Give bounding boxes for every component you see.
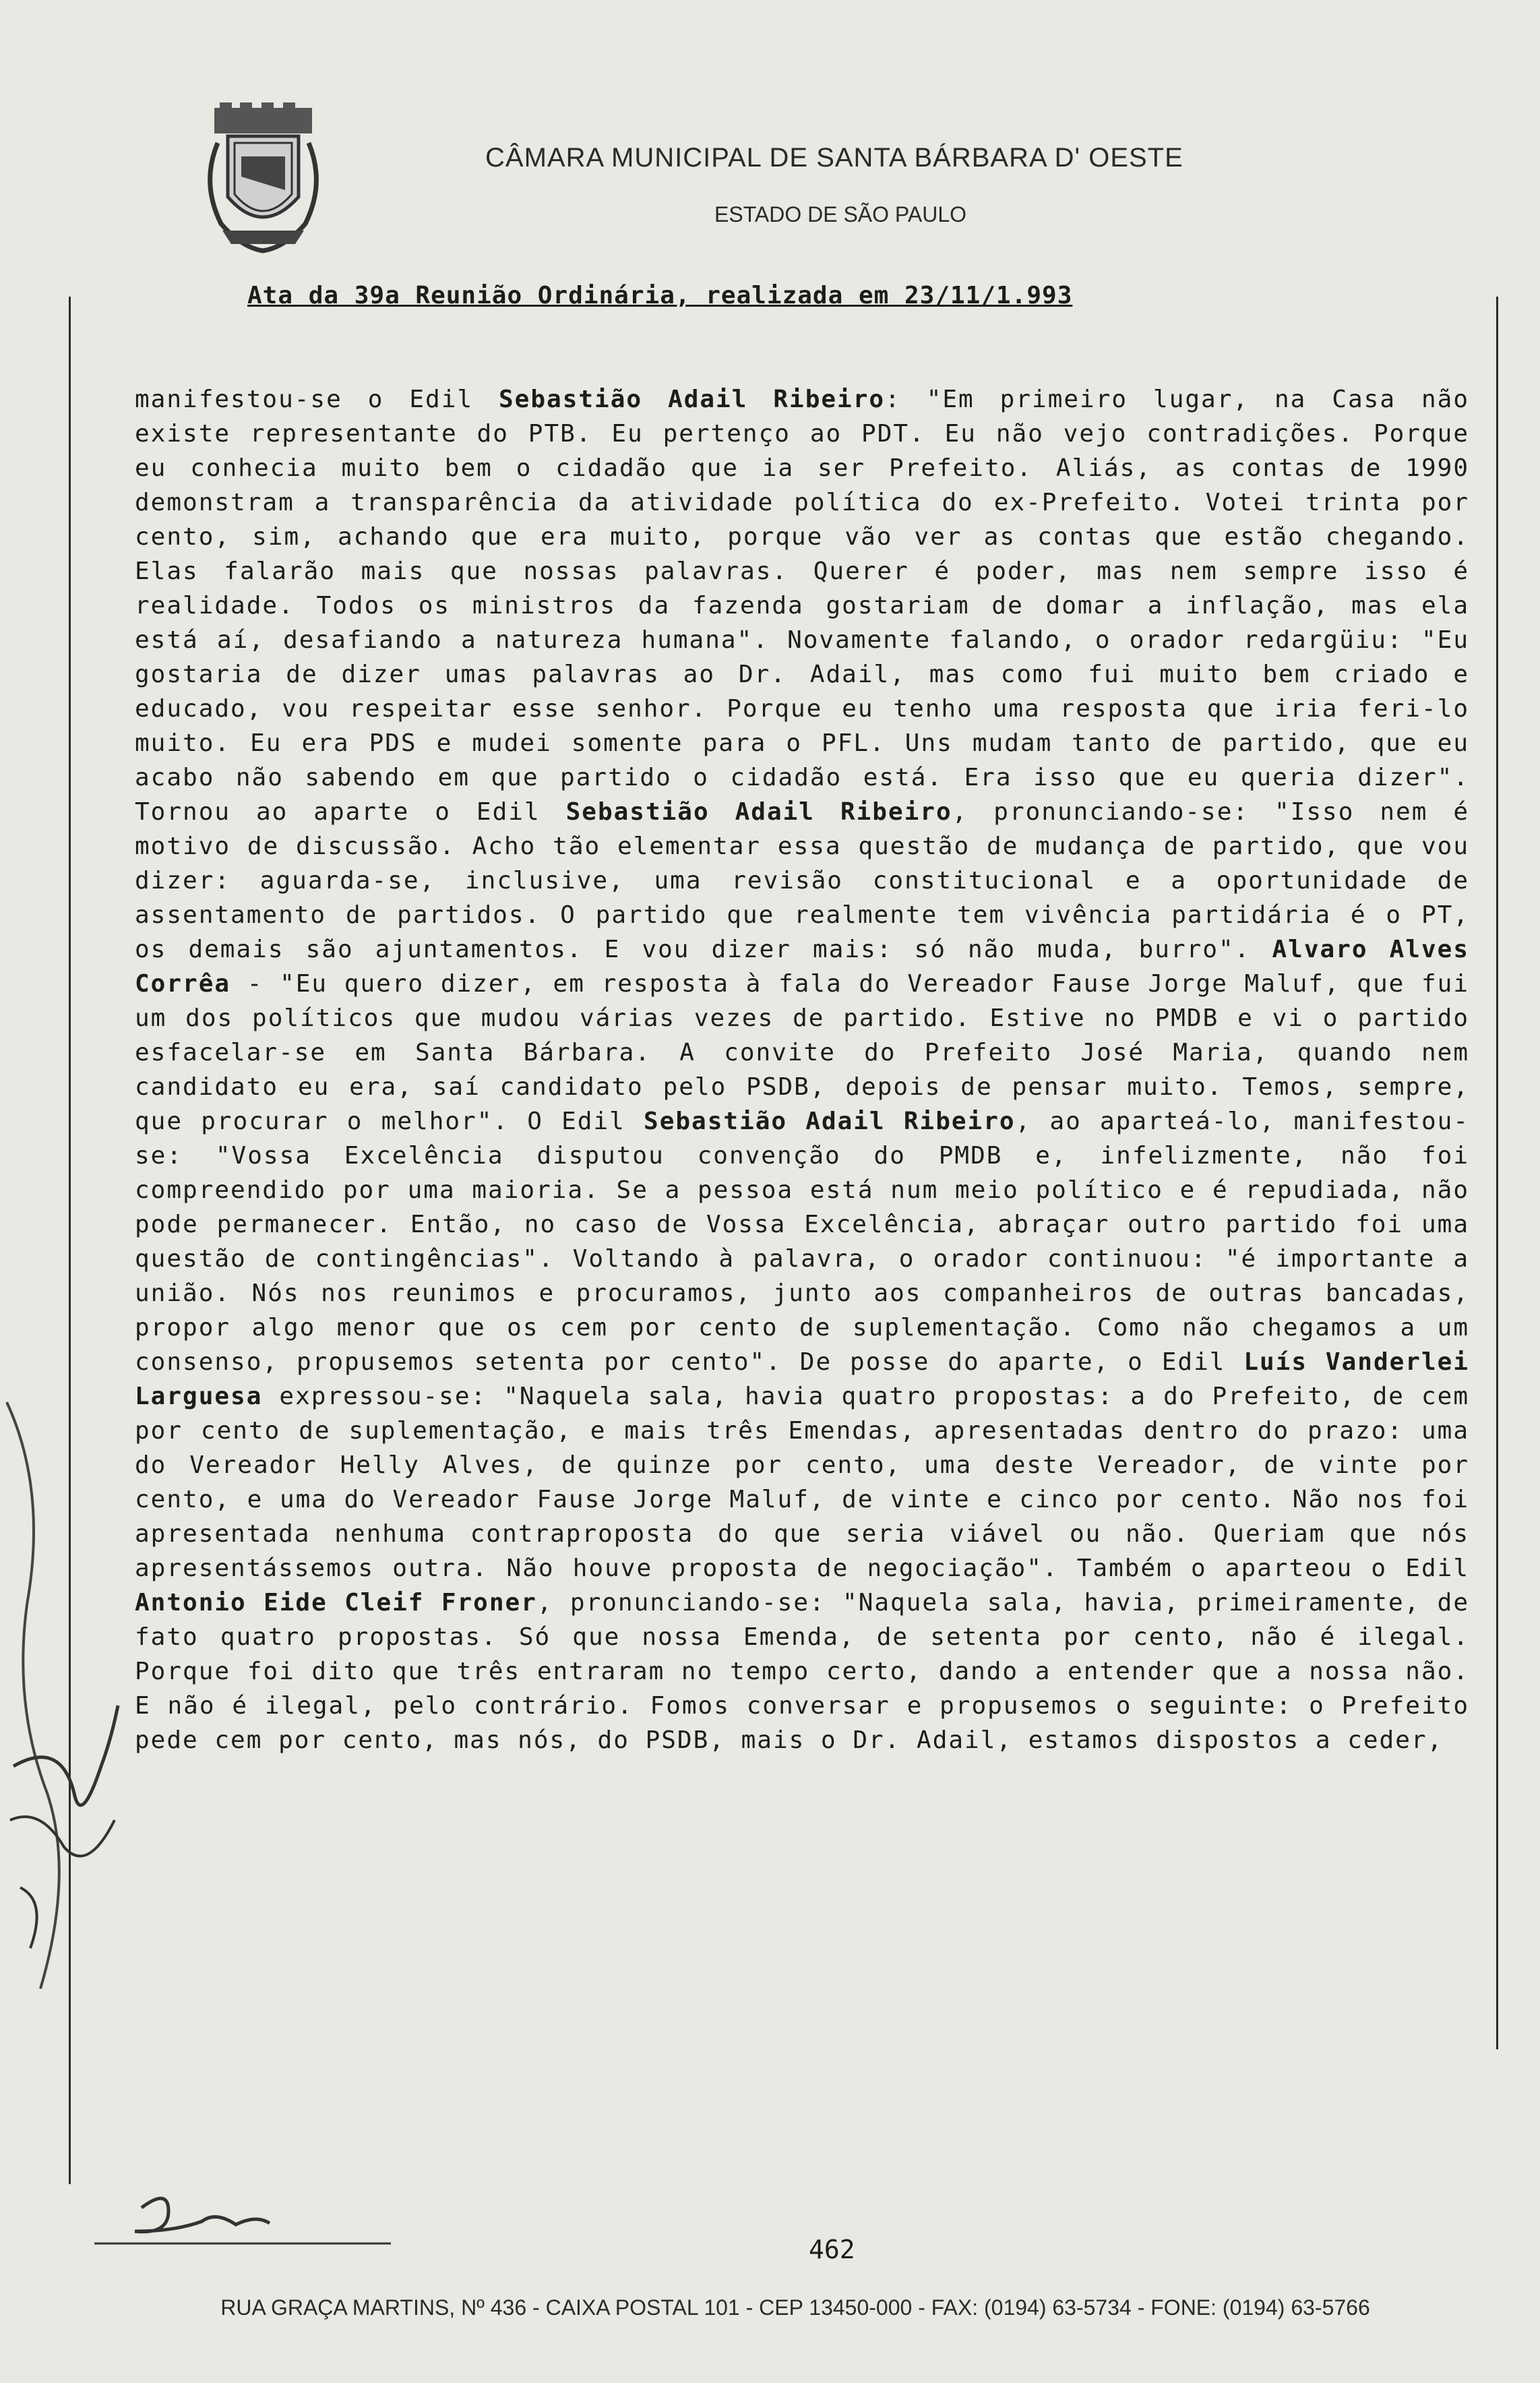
institution-subtitle: ESTADO DE SÃO PAULO bbox=[714, 202, 967, 227]
speaker-name: Alvaro Alves Corrêa bbox=[135, 936, 1469, 998]
minutes-text-segment: , pronunciando-se: "Isso nem é motivo de discussão. Acho tão elementar essa questão de mudança de partido, que vou dizer: aguarda-se, inclusive, uma revisão constitucional e a oportunidade de assentamento de partidos. O partido que realmente tem vivência partidária é o PT, os demais são ajuntamentos. E vou dizer mais: só não muda, burro". bbox=[135, 798, 1470, 963]
speaker-name: Sebastião Adail Ribeiro bbox=[565, 798, 952, 826]
margin-signature-icon bbox=[0, 1389, 128, 1995]
minutes-text-segment: - "Eu quero dizer, em resposta à fala do Vereador Fause Jorge Maluf, que fui um dos políticos que mudou várias vezes de partido. Estive no PMDB e vi o partido esfacelar-se em Santa Bárbara. A convite do Prefeito José Maria, quando nem candidato eu era, saí candidato pelo PSDB, depois de pensar muito. Temos, sempre, que procurar o melhor". O Edil bbox=[135, 970, 1469, 1135]
minutes-text-segment: : "Em primeiro lugar, na Casa não existe representante do PTB. Eu pertenço ao PDT. Eu não vejo contradições. Porque eu conhecia muito bem o cidadão que ia ser Prefeito. Aliás, as contas de 1990 demonstram a transparência da atividade política do ex-Prefeito. Votei trinta por cento, sim, achando que era muito, porque vão ver as contas que estão chegando. Elas falarão mais que nossas palavras. Querer é poder, mas nem sempre isso é realidade. Todos os ministros da fazenda gostariam de domar a inflação, mas ela está aí, desafiando a natureza humana". Novamente falando, o orador redargüiu: "Eu gostaria de dizer umas palavras ao Dr. Adail, mas como fui muito bem criado e educado, vou respeitar esse senhor. Porque eu tenho uma resposta que iria feri-lo muito. Eu era PDS e mudei somente para o PFL. Uns mudam tanto de partido, que eu acabo não sabendo em que partido o cidadão está. Era isso que eu queria dizer". Tornou ao aparte o Edil bbox=[135, 386, 1469, 826]
minutes-title: Ata da 39a Reunião Ordinária, realizada em 23/11/1.993 bbox=[247, 282, 1073, 309]
right-margin-line bbox=[1496, 297, 1498, 2049]
bottom-signature-icon bbox=[94, 2184, 404, 2265]
speaker-name: Sebastião Adail Ribeiro bbox=[644, 1108, 1016, 1135]
minutes-text-segment: expressou-se: "Naquela sala, havia quatro propostas: a do Prefeito, de cem por cento de suplementação, e mais três Emendas, apresentadas dentro do prazo: uma do Vereador Helly Alves, de quinze por cento, uma deste Vereador, de vinte por cento, e uma do Vereador Fause Jorge Maluf, de vinte e cinco por cento. Não nos foi apresentada nenhuma contraproposta do que seria viável ou não. Queriam que nós apresentássemos outra. Não houve proposta de negociação". Também o aparteou o Edil bbox=[135, 1383, 1469, 1582]
address-footer: RUA GRAÇA MARTINS, Nº 436 - CAIXA POSTAL 101 - CEP 13450-000 - FAX: (0194) 63-5734 - FONE: (0194) 63-5766 bbox=[220, 2295, 1370, 2320]
minutes-text-segment: manifestou-se o Edil bbox=[135, 386, 499, 413]
page-number: 462 bbox=[809, 2235, 855, 2264]
speaker-name: Sebastião Adail Ribeiro bbox=[499, 386, 886, 413]
speaker-name: Antonio Eide Cleif Froner bbox=[135, 1589, 537, 1617]
minutes-text-segment: , pronunciando-se: "Naquela sala, havia, primeiramente, de fato quatro propostas. Só que nossa Emenda, de setenta por cento, não é ilegal. Porque foi dito que três entraram no tempo certo, dando a entender que a nossa não. E não é ilegal, pelo contrário. Fomos conversar e propusemos o seguinte: o Prefeito pede cem por cento, mas nós, do PSDB, mais o Dr. Adail, estamos dispostos a ceder, bbox=[135, 1589, 1469, 1754]
municipal-crest-icon bbox=[201, 102, 326, 254]
minutes-body bbox=[135, 382, 1469, 1757]
minutes-text-segment: , ao aparteá-lo, manifestou-se: "Vossa Excelência disputou convenção do PMDB e, infelizmente, não foi compreendido por uma maioria. Se a pessoa está num meio político e é repudiada, não pode permanecer. Então, no caso de Vossa Excelência, abraçar outro partido foi uma questão de contingências". Voltando à palavra, o orador continuou: "é importante a união. Nós nos reunimos e procuramos, junto aos companheiros de outras bancadas, propor algo menor que os cem por cento de suplementação. Como não chegamos a um consenso, propusemos setenta por cento". De posse do aparte, o Edil bbox=[135, 1108, 1470, 1376]
speaker-name: Luís Vanderlei Larguesa bbox=[135, 1348, 1469, 1410]
institution-title: CÂMARA MUNICIPAL DE SANTA BÁRBARA D' OESTE bbox=[485, 143, 1183, 173]
